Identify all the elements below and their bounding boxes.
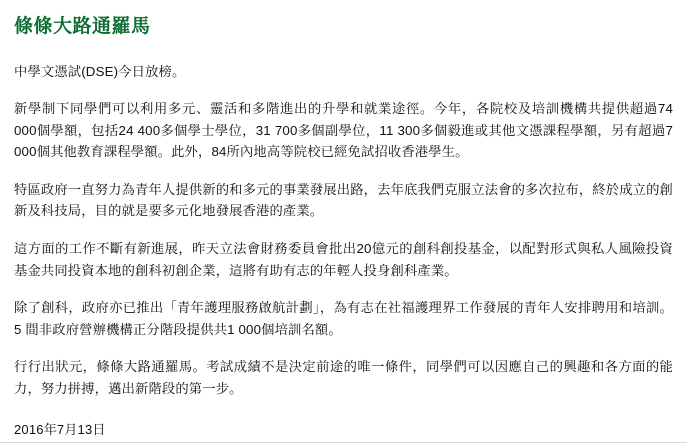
paragraph-3: 特區政府一直努力為青年人提供新的和多元的事業發展出路，去年底我們克服立法會的多次拉布，終於成立的創新及科技局，目的就是要多元化地發展香港的產業。 [14, 181, 673, 219]
paragraph-1: 中學文憑試(DSE)今日放榜。 [14, 63, 186, 79]
paragraph-4: 這方面的工作不斷有新進展，昨天立法會財務委員會批出20億元的創科創投基金，以配對形式與私人風險投資基金共同投資本地的創科初創企業，這將有助有志的年輕人投身創科產業。 [14, 240, 673, 278]
paragraph-6: 行行出狀元，條條大路通羅馬。考試成績不是決定前途的唯一條件，同學們可以因應自己的興趣和各方面的能力，努力拼搏，邁出新階段的第一步。 [14, 359, 673, 396]
paragraph-5: 除了創科，政府亦已推出「青年護理服務啟航計劃」，為有志在社福護理界工作發展的青年人安排聘用和培訓。5 間非政府營辦機構正分階段提供共1 000個培訓名額。 [14, 300, 673, 337]
paragraph-2: 新學制下同學們可以利用多元、靈活和多階進出的升學和就業途徑。今年，各院校及培訓機構共提供超過74 000個學額，包括24 400多個學士學位，31 700多個副學位，11 300多個毅進或其他文憑課程學額，另有超過7 000個其他教育課程學額。此外，84所內地高等院校已經免試招收香港學生。 [14, 101, 673, 160]
article-body [14, 61, 673, 399]
page-title: 條條大路通羅馬 [14, 16, 151, 37]
article-date: 2016年7月13日 [14, 422, 106, 438]
